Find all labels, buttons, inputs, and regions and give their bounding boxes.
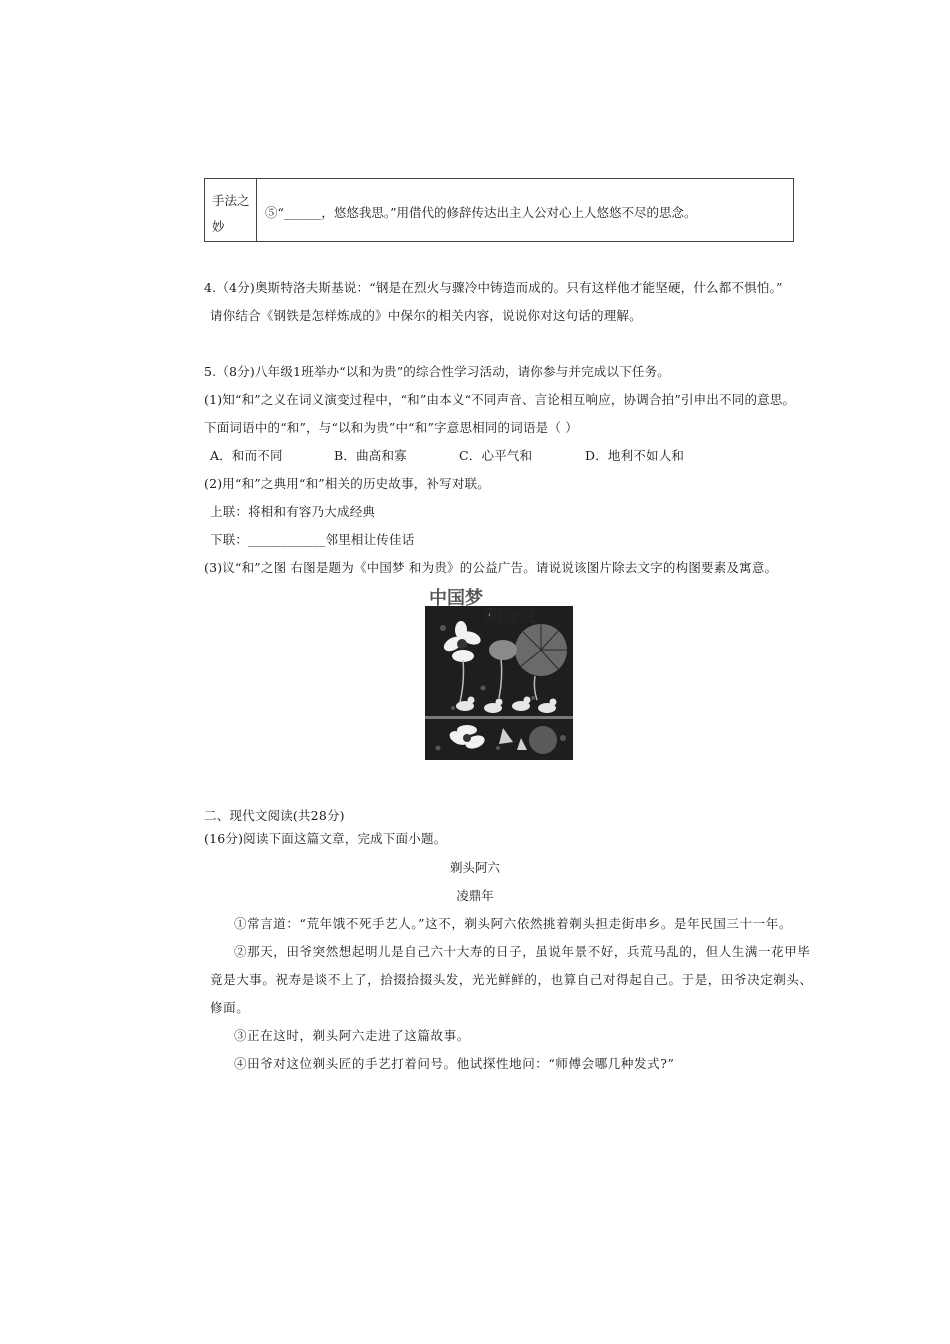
section2-instruction: (16分)阅读下面这篇文章，完成下面小题。 [204,831,447,846]
article-paragraph: ②那天，田爷突然想起明儿是自己六十大寿的日子，虽说年景不好，兵荒马乱的，但人生满一花甲毕 [234,944,811,959]
article-author: 凌鼎年 [456,888,494,903]
table-label-line1: 手法之 [212,193,250,208]
article-paragraph: ③正在这时，剃头阿六走进了这篇故事。 [234,1028,470,1043]
couplet-lower: 下联：____________邻里相让传佳话 [210,532,415,547]
q5-part1-line2: 下面词语中的“和”，与“以和为贵”中“和”字意思相同的词语是（ ） [204,420,578,435]
q5-option-c: C．心平气和 [459,448,533,463]
q5-option-d: D．地利不如人和 [585,448,685,463]
couplet-upper: 上联：将相和有容乃大成经典 [210,504,376,519]
q5-part1-line1: (1)知“和”之义在词义演变过程中，“和”由本义“不同声音、言论相互响应，协调合拍”引申出不同的意思。 [204,392,796,407]
poster-title-bottom: 和为贵 [485,607,536,627]
technique-table-row [204,178,794,242]
q5-intro: 5.（8分)八年级1班举办“以和为贵”的综合性学习活动，请你参与并完成以下任务。 [204,364,670,379]
section2-heading: 二、现代文阅读(共28分) [204,808,345,823]
q5-option-a: A．和而不同 [210,448,283,463]
poster-image [423,588,575,762]
poster-title-top: 中国梦 [429,588,483,609]
q5-option-b: B．曲高和寡 [334,448,407,463]
article-paragraph: 修面。 [210,1000,250,1015]
q4-line2: 请你结合《钢铁是怎样炼成的》中保尔的相关内容，说说你对这句话的理解。 [210,308,642,323]
q4-line1: 4.（4分)奥斯特洛夫斯基说：“钢是在烈火与骤冷中铸造而成的。只有这样他才能坚硬，什么都不惧怕。” [204,280,783,295]
article-title: 剃头阿六 [449,860,500,875]
q5-part2: (2)用“和”之典用“和”相关的历史故事，补写对联。 [204,476,490,491]
table-label-cell [205,179,257,241]
q5-part3: (3)议“和”之图 右图是题为《中国梦 和为贵》的公益广告。请说说该图片除去文字的构图要素及寓意。 [204,560,778,575]
article-paragraph: 竟是大事。祝寿是谈不上了，拾掇拾掇头发，光光鲜鲜的，也算自己对得起自己。于是，田爷决定剃头、 [210,972,813,987]
table-label-line2: 妙 [212,219,225,234]
article-paragraph: ①常言道：“荒年饿不死手艺人。”这不，剃头阿六依然挑着剃头担走街串乡。是年民国三十一年。 [234,916,792,931]
article-paragraph: ④田爷对这位剃头匠的手艺打着问号。他试探性地问：“师傅会哪几种发式?” [234,1056,675,1071]
table-content-cell: ⑤“______，悠悠我思。”用借代的修辞传达出主人公对心上人悠悠不尽的思念。 [265,205,697,220]
